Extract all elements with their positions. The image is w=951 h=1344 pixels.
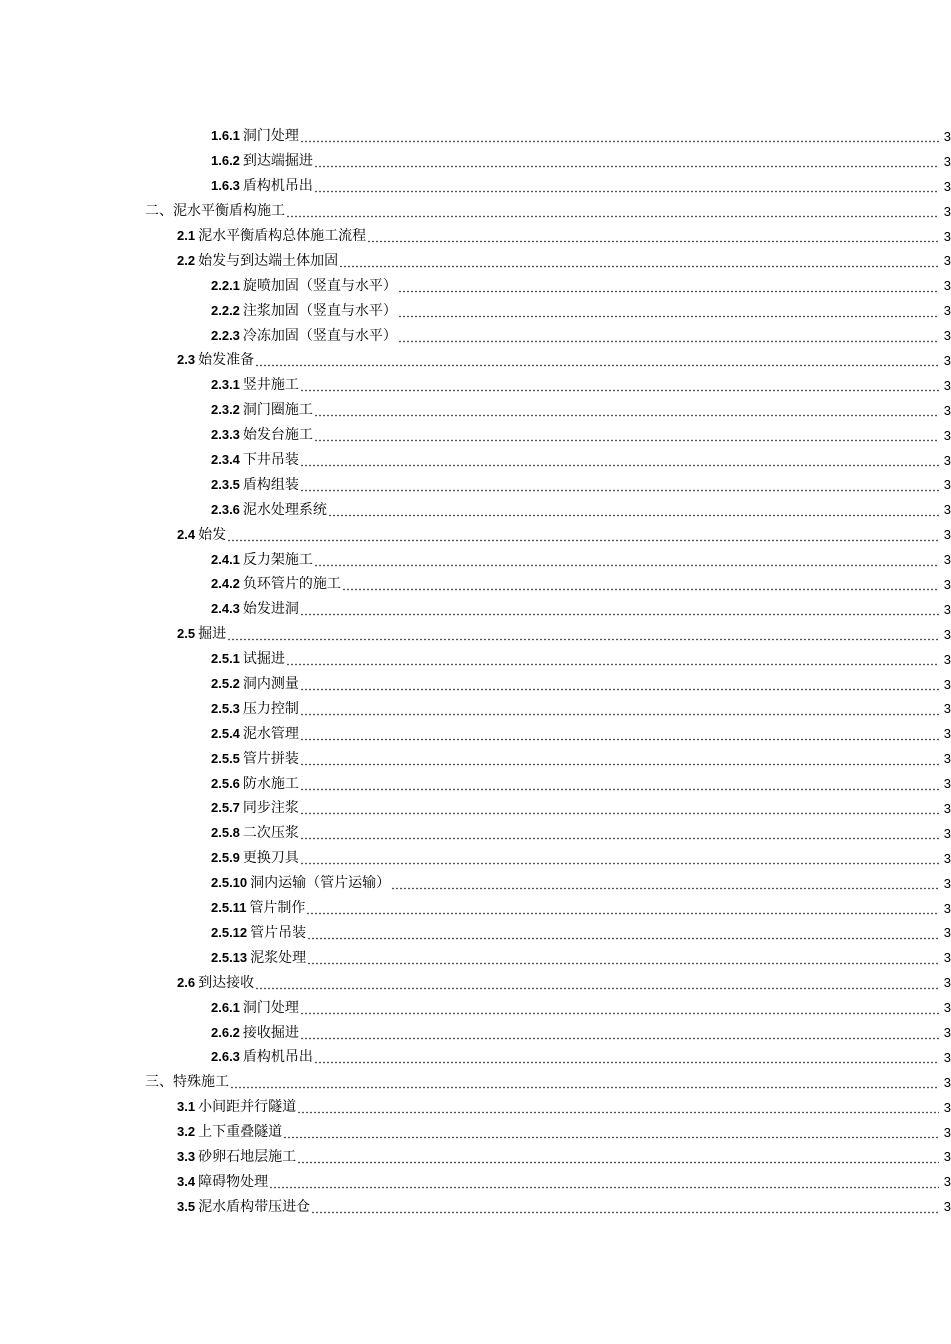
toc-entry-number: 2.5.13 [211,949,248,965]
toc-entry-title: 接收掘进 [242,1024,299,1041]
toc-entry[interactable] [0,896,951,921]
toc-entry-number: 2.6 [177,974,196,990]
dot-leader [300,453,939,467]
toc-entry-label [177,1200,310,1214]
toc-entry-page-number: 3 [943,502,951,518]
dot-leader [314,403,939,417]
toc-entry-title: 下井吊装 [242,452,299,469]
toc-entry-label [211,727,299,741]
toc-entry-number: 2.4 [177,526,196,542]
toc-entry-title: 上下重叠隧道 [198,1124,283,1141]
dot-leader [297,1150,939,1164]
table-of-contents [0,124,950,1219]
toc-entry-title: 压力控制 [242,700,299,717]
toc-entry-label [211,752,299,766]
toc-entry-label [211,1050,313,1064]
dot-leader [283,1125,939,1139]
toc-entry-number: 2.5.9 [211,850,240,866]
dot-leader [300,129,939,143]
toc-entry-page-number: 3 [943,651,951,667]
toc-entry-number: 2.2.1 [211,277,240,293]
toc-entry-title: 小间距并行隧道 [198,1099,297,1116]
toc-entry-title: 管片制作 [249,900,306,917]
toc-entry[interactable] [0,622,951,647]
toc-entry-page-number: 3 [943,527,951,543]
toc-entry-title: 始发与到达端土体加固 [198,252,339,269]
toc-entry-page-number: 3 [943,203,951,219]
dot-leader [314,1050,939,1064]
toc-entry-number: 3.1 [177,1099,196,1115]
toc-entry[interactable] [0,1070,951,1095]
toc-entry[interactable] [0,398,951,423]
toc-entry-label [211,602,299,616]
toc-entry-page-number: 3 [943,1174,951,1190]
toc-entry-number: 2.5.8 [211,825,240,841]
toc-entry-title: 洞内运输（管片运输） [250,875,391,892]
toc-entry-label [211,1001,299,1015]
dot-leader [398,279,939,293]
toc-entry-page-number: 3 [943,1099,951,1115]
toc-entry-title: 砂卵石地层施工 [198,1148,297,1165]
toc-entry-number: 2.5.11 [211,900,247,916]
toc-entry-number: 1.6.1 [211,128,240,144]
toc-entry-title: 始发台施工 [242,427,313,444]
toc-entry[interactable] [0,323,951,348]
toc-entry-number: 2.5.5 [211,750,240,766]
toc-entry[interactable] [0,448,951,473]
dot-leader [367,229,939,243]
toc-entry-title: 泥水盾构带压进仓 [198,1198,311,1215]
toc-entry-label [211,1026,299,1040]
toc-entry-page-number: 3 [943,1025,951,1040]
toc-entry-title: 注浆加固（竖直与水平） [242,302,397,319]
dot-leader [300,378,939,392]
dot-leader [314,553,939,567]
toc-entry-number: 2.4.2 [211,576,240,592]
toc-entry-title: 同步注浆 [242,800,299,817]
toc-entry-label [211,279,397,293]
toc-entry[interactable] [0,746,951,771]
toc-entry-label [211,553,313,567]
dot-leader [339,254,939,268]
toc-entry-number: 3.2 [177,1124,196,1140]
dot-leader [297,1100,939,1114]
toc-entry-title: 盾构机吊出 [242,178,313,195]
toc-entry-number: 2.5.7 [211,800,240,816]
toc-entry-page-number: 3 [943,726,951,742]
toc-entry-page-number: 3 [943,128,951,144]
toc-entry[interactable] [0,423,951,448]
toc-entry-title: 泥浆处理 [250,949,307,966]
toc-entry-page-number: 3 [943,1199,951,1215]
toc-entry[interactable] [0,298,951,323]
toc-entry[interactable] [0,1145,951,1170]
toc-entry-page-number: 3 [943,576,951,592]
toc-entry-number: 2.2 [177,252,196,268]
toc-entry-title: 到达接收 [198,974,255,991]
toc-entry-label [211,851,299,865]
toc-entry-page-number: 3 [943,1000,951,1016]
toc-entry-number: 2.5.4 [211,725,240,741]
toc-entry-number: 2.3.2 [211,402,240,418]
dot-leader [300,702,939,716]
dot-leader [311,1200,939,1214]
toc-entry-page-number: 3 [943,477,951,493]
toc-entry-page-number: 3 [943,701,951,717]
toc-entry-page-number: 3 [943,552,951,568]
toc-entry[interactable] [0,796,951,821]
toc-entry-title: 泥水平衡盾构总体施工流程 [198,228,367,244]
toc-entry-label [211,304,397,318]
toc-entry[interactable] [0,547,951,572]
toc-entry-page-number: 3 [943,751,951,767]
toc-entry-page-number: 3 [943,352,951,368]
toc-entry-label [211,403,313,417]
toc-entry-title: 洞门处理 [242,999,299,1016]
toc-entry-label [211,577,341,591]
dot-leader [314,179,939,193]
toc-entry-title: 管片吊装 [250,924,307,941]
toc-entry-label [211,777,299,791]
toc-entry-label [177,976,254,990]
toc-entry-label [177,353,254,367]
toc-entry-title: 障碍物处理 [198,1173,269,1190]
toc-entry-title: 掘进 [198,626,227,643]
toc-entry[interactable] [0,1020,951,1045]
toc-entry-label [177,1175,268,1189]
toc-entry-title: 泥水管理 [242,725,299,742]
toc-entry[interactable] [0,348,951,373]
toc-entry-number: 1.6.3 [211,178,240,194]
toc-entry-label [211,801,299,815]
dot-leader [300,1001,939,1015]
toc-entry-page-number: 3 [943,975,951,991]
toc-entry[interactable] [0,373,951,398]
toc-entry[interactable] [0,1194,951,1219]
toc-entry[interactable] [0,1045,951,1070]
toc-entry-title: 始发进洞 [242,601,299,618]
toc-entry-number: 2.6.3 [211,1049,240,1065]
dot-leader [300,677,939,691]
toc-entry-number: 3.4 [177,1173,196,1189]
toc-entry[interactable] [0,273,951,298]
toc-entry-number: 2.5.12 [211,924,248,940]
dot-leader [286,204,939,218]
toc-entry-label [211,478,299,492]
toc-entry[interactable] [0,149,951,174]
toc-entry-number: 2.6.2 [211,1024,240,1040]
toc-entry-number: 2.5.10 [211,875,248,891]
toc-entry-label [211,876,390,890]
toc-entry-number: 2.3.1 [211,377,240,393]
dot-leader [230,1075,939,1089]
toc-entry-number: 2.2.3 [211,327,240,343]
toc-entry-page-number: 3 [943,303,951,319]
toc-entry[interactable] [0,945,951,970]
toc-entry-title: 泥水处理系统 [242,501,327,518]
toc-entry[interactable] [0,1169,951,1194]
toc-entry[interactable] [0,995,951,1020]
toc-entry-title: 更换刀具 [242,850,299,867]
toc-entry-title: 洞门圈施工 [242,402,313,419]
toc-entry-label [177,627,226,641]
toc-entry-label [145,204,285,218]
toc-entry-label [211,329,397,343]
toc-entry-page-number: 3 [943,800,951,816]
toc-entry-title: 管片拼装 [242,750,299,767]
dot-leader [300,602,939,616]
toc-entry-page-number: 3 [943,900,951,916]
toc-entry-page-number: 3 [943,601,951,617]
toc-entry-page-number: 3 [943,253,951,269]
toc-entry[interactable] [0,672,951,697]
toc-entry-number: 2.5.1 [211,651,240,667]
toc-entry-label [211,503,327,517]
dot-leader [286,652,939,666]
toc-entry-page-number: 3 [943,402,951,418]
toc-entry-page-number: 3 [943,1074,951,1090]
toc-entry-title: 试掘进 [242,651,285,668]
toc-entry-page-number: 3 [943,950,951,966]
dot-leader [314,154,939,168]
toc-entry-title: 盾构组装 [242,476,299,493]
toc-entry[interactable] [0,970,951,995]
toc-entry-number: 2.3.6 [211,501,240,517]
toc-entry-number: 2.3.4 [211,452,240,468]
toc-entry[interactable] [0,597,951,622]
toc-entry-page-number: 3 [943,825,951,841]
toc-entry-page-number: 3 [943,1049,951,1065]
toc-entry[interactable] [0,522,951,547]
toc-entry-page-number: 3 [943,850,951,866]
toc-entry-number: 2.4.3 [211,601,240,617]
toc-entry-label [177,1150,296,1164]
toc-entry-page-number: 3 [943,178,951,194]
toc-entry-number: 2.2.2 [211,302,240,318]
toc-entry-title: 竖井施工 [242,377,299,394]
toc-entry[interactable] [0,174,951,199]
dot-leader [398,329,939,343]
dot-leader [307,951,939,965]
toc-entry-title: 洞门处理 [242,128,299,145]
toc-entry[interactable] [0,472,951,497]
toc-entry-page-number: 3 [943,925,951,941]
toc-entry-page-number: 3 [943,153,951,169]
toc-entry-label [211,652,285,666]
toc-entry-title: 负环管片的施工 [242,576,341,593]
dot-leader [255,976,939,990]
toc-entry[interactable] [0,721,951,746]
dot-leader [300,777,939,791]
dot-leader [314,428,939,442]
dot-leader [306,901,939,915]
toc-entry-number: 2.4.1 [211,551,240,567]
dot-leader [398,304,939,318]
toc-entry[interactable] [0,248,951,273]
dot-leader [227,528,939,542]
toc-entry-number: 2.5.2 [211,676,240,692]
toc-entry-page-number: 3 [943,278,951,294]
toc-entry-label [211,129,299,143]
toc-entry-label [177,229,366,243]
dot-leader [300,851,939,865]
toc-entry-label [211,428,313,442]
toc-entry-title: 始发 [198,526,227,543]
dot-leader [300,1026,939,1040]
toc-entry-label [177,254,338,268]
toc-entry-title: 防水施工 [242,775,299,792]
toc-entry-page-number: 3 [943,1124,951,1140]
toc-entry-page-number: 3 [943,228,951,244]
toc-entry[interactable] [0,821,951,846]
toc-entry[interactable] [0,1120,951,1145]
toc-entry-page-number: 3 [943,875,951,891]
toc-entry-page-number: 3 [943,377,951,393]
toc-entry[interactable] [0,771,951,796]
dot-leader [269,1175,939,1189]
toc-entry-title: 始发准备 [198,352,255,369]
toc-entry-page-number: 3 [943,427,951,443]
toc-entry-number: 1.6.2 [211,153,240,169]
toc-entry-page-number: 3 [943,328,951,344]
dot-leader [227,627,939,641]
toc-entry-page-number: 3 [943,776,951,792]
toc-entry-title: 二次压浆 [242,825,299,842]
toc-entry-label [211,826,299,840]
toc-entry-label [211,179,313,193]
toc-entry-title: 洞内测量 [242,676,299,693]
toc-entry-title: 三、特殊施工 [145,1074,229,1091]
toc-entry[interactable] [0,1095,951,1120]
toc-entry-title: 盾构机吊出 [242,1049,313,1066]
toc-entry[interactable] [0,224,951,249]
toc-entry[interactable] [0,846,951,871]
toc-entry-label [177,1100,296,1114]
dot-leader [342,577,939,591]
toc-entry-page-number: 3 [943,626,951,642]
toc-entry-number: 3.5 [177,1198,196,1214]
dot-leader [328,503,939,517]
dot-leader [307,926,939,940]
toc-entry-title: 反力架施工 [242,551,313,568]
dot-leader [300,478,939,492]
toc-entry-number: 3.3 [177,1148,196,1164]
dot-leader [300,727,939,741]
toc-entry-title: 二、泥水平衡盾构施工 [145,203,285,220]
toc-entry[interactable] [0,124,951,149]
toc-entry-page-number: 3 [943,452,951,468]
toc-entry-label [177,1125,282,1139]
toc-entry[interactable] [0,497,951,522]
dot-leader [300,801,939,815]
toc-entry-number: 2.3 [177,352,196,368]
toc-entry[interactable] [0,572,951,597]
toc-entry-label [211,951,306,965]
toc-entry-number: 2.5.6 [211,775,240,791]
dot-leader [255,353,939,367]
toc-entry-number: 2.1 [177,228,196,243]
toc-entry-label [211,453,299,467]
toc-entry-number: 2.6.1 [211,999,240,1015]
toc-entry-number: 2.5 [177,626,196,642]
toc-entry-title: 冷冻加固（竖直与水平） [242,327,397,344]
toc-entry-number: 2.3.3 [211,427,240,443]
toc-entry-label [177,528,226,542]
dot-leader [300,752,939,766]
toc-entry-label [145,1075,229,1089]
toc-entry-label [211,901,305,915]
toc-entry-number: 2.3.5 [211,476,240,492]
toc-entry-page-number: 3 [943,676,951,692]
toc-entry[interactable] [0,647,951,672]
toc-entry-title: 到达端掘进 [242,153,313,170]
toc-entry-label [211,926,306,940]
toc-entry-number: 2.5.3 [211,700,240,716]
dot-leader [391,876,939,890]
toc-entry-label [211,677,299,691]
dot-leader [300,826,939,840]
toc-entry[interactable] [0,871,951,896]
toc-entry-label [211,154,313,168]
toc-entry[interactable] [0,199,951,224]
toc-entry-title: 旋喷加固（竖直与水平） [242,277,397,294]
toc-entry-page-number: 3 [943,1149,951,1165]
toc-entry-label [211,378,299,392]
toc-entry-label [211,702,299,716]
toc-entry[interactable] [0,696,951,721]
toc-entry[interactable] [0,921,951,946]
